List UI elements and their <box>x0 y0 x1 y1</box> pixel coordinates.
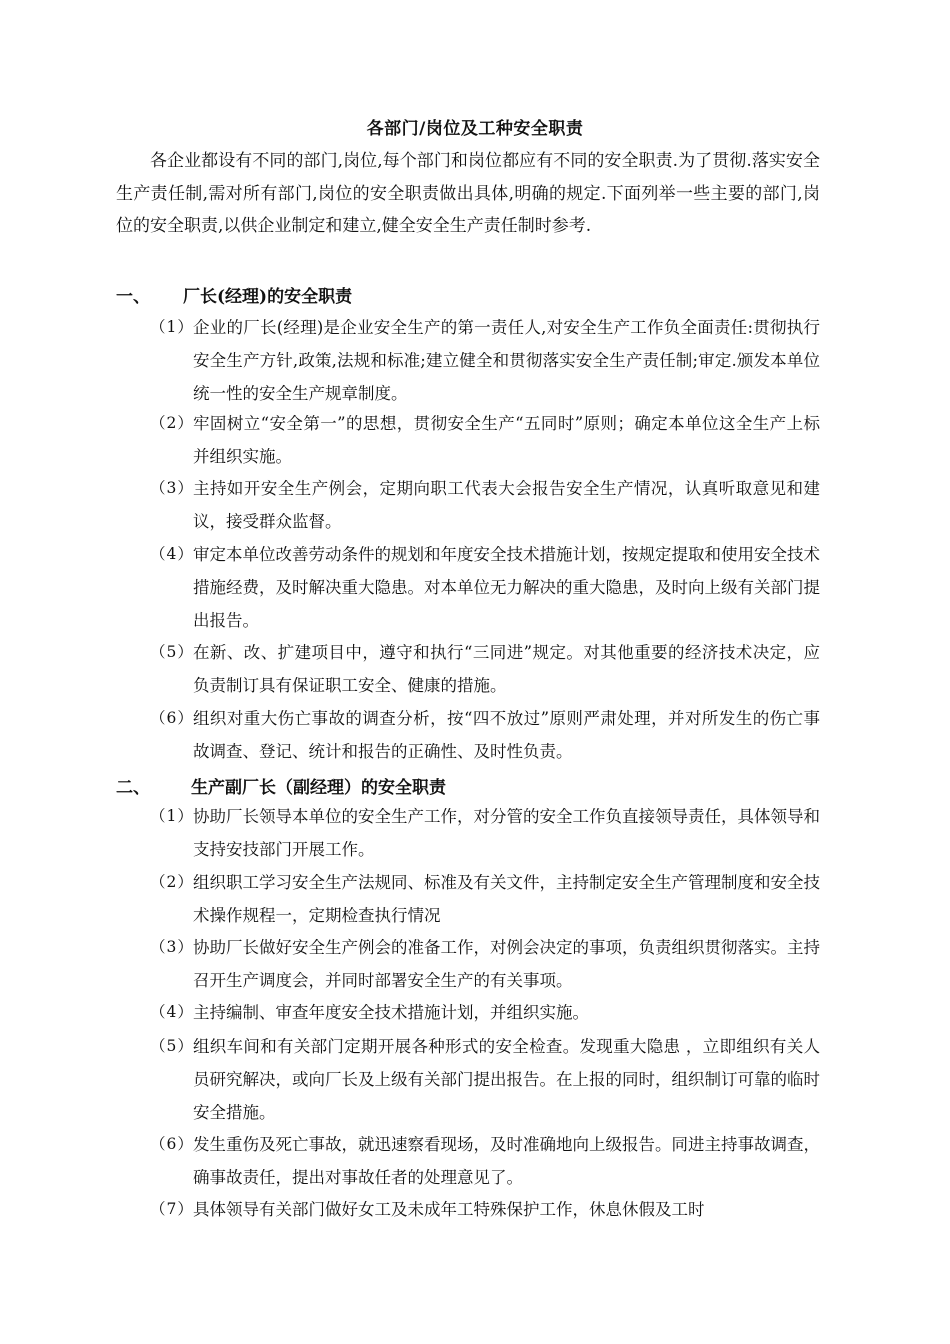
section-number: 二、 <box>116 778 150 798</box>
document-title: 各部门/岗位及工种安全职责 <box>366 119 584 139</box>
section-title: 生产副厂长（副经理）的安全职责 <box>191 778 446 798</box>
item-text: 在新、改、扩建项目中，遵守和执行“三同进”规定。对其他重要的经济技术决定，应负责制订具有保证职工安全、健康的措施。 <box>193 643 820 695</box>
item-number: （5） <box>150 643 194 661</box>
item-text: 主持如开安全生产例会，定期向职工代表大会报告安全生产情况，认真听取意见和建议，接受群众监督。 <box>193 479 820 531</box>
list-item <box>150 702 820 768</box>
item-number: （1） <box>150 318 194 336</box>
item-text: 组织车间和有关部门定期开展各种形式的安全检查。发现重大隐患 ，立即组织有关人员研究解决，或向厂长及上级有关部门提出报告。在上报的同时，组织制订可靠的临时安全措施。 <box>193 1037 820 1122</box>
item-text: 主持编制、审查年度安全技术措施计划，并组织实施。 <box>193 1003 589 1022</box>
item-number: （1） <box>150 807 194 825</box>
item-text: 协助厂长领导本单位的安全生产工作，对分管的安全工作负直接领导责任，具体领导和支持安技部门开展工作。 <box>193 807 820 859</box>
item-text: 组织职工学习安全生产法规同、标准及有关文件，主持制定安全生产管理制度和安全技术操作规程一，定期检查执行情况 <box>193 873 820 925</box>
list-item <box>150 472 820 538</box>
list-item <box>150 1128 820 1194</box>
item-text: 企业的厂长(经理)是企业安全生产的第一责任人,对安全生产工作负全面责任:贯彻执行安全生产方针,政策,法规和标准;建立健全和贯彻落实安全生产责任制;审定.颁发本单位统一性的安全生产规章制度。 <box>193 318 820 403</box>
item-text: 具体领导有关部门做好女工及未成年工特殊保护工作，休息休假及工时 <box>193 1200 705 1219</box>
list-item <box>150 800 820 866</box>
item-text: 组织对重大伤亡事故的调查分析，按“四不放过”原则严肃处理，并对所发生的伤亡事故调查、登记、统计和报告的正确性、及时性负责。 <box>193 709 820 761</box>
section-number: 一、 <box>116 287 150 307</box>
list-item <box>150 311 820 410</box>
list-item <box>150 1030 820 1129</box>
list-item <box>150 1193 820 1226</box>
item-number: （3） <box>150 479 194 497</box>
item-text: 发生重伤及死亡事故，就迅速察看现场，及时准确地向上级报告。同进主持事故调查，确事故责任，提出对事故任者的处理意见了。 <box>193 1135 820 1187</box>
item-number: （2） <box>150 873 194 891</box>
list-item <box>150 931 820 997</box>
item-number: （2） <box>150 414 194 432</box>
item-text: 审定本单位改善劳动条件的规划和年度安全技术措施计划，按规定提取和使用安全技术措施经费，及时解决重大隐患。对本单位无力解决的重大隐患，及时向上级有关部门提出报告。 <box>193 545 820 630</box>
item-number: （4） <box>150 1003 194 1021</box>
list-item <box>150 636 820 702</box>
list-item <box>150 866 820 932</box>
list-item <box>150 407 820 473</box>
section-heading-1 <box>116 282 516 308</box>
list-item <box>150 538 820 637</box>
item-number: （7） <box>150 1200 194 1218</box>
intro-paragraph: 各企业都设有不同的部门,岗位,每个部门和岗位都应有不同的安全职责.为了贯彻.落实安全生产责任制,需对所有部门,岗位的安全职责做出具体,明确的规定.下面列举一些主要的部门,岗位的安全职责,以供企业制定和建立,健全安全生产责任制时参考. <box>116 151 820 236</box>
item-text: 牢固树立“安全第一”的思想，贯彻安全生产“五同时”原则；确定本单位这全生产上标并组织实施。 <box>193 414 820 466</box>
item-number: （6） <box>150 709 194 727</box>
item-number: （3） <box>150 938 194 956</box>
list-item <box>150 996 820 1029</box>
item-number: （6） <box>150 1135 194 1153</box>
item-number: （4） <box>150 545 194 563</box>
section-title: 厂长(经理)的安全职责 <box>183 287 353 307</box>
section-heading-2 <box>116 773 616 799</box>
item-number: （5） <box>150 1037 194 1055</box>
item-text: 协助厂长做好安全生产例会的准备工作，对例会决定的事项，负责组织贯彻落实。主持召开生产调度会，并同时部署安全生产的有关事项。 <box>193 938 820 990</box>
